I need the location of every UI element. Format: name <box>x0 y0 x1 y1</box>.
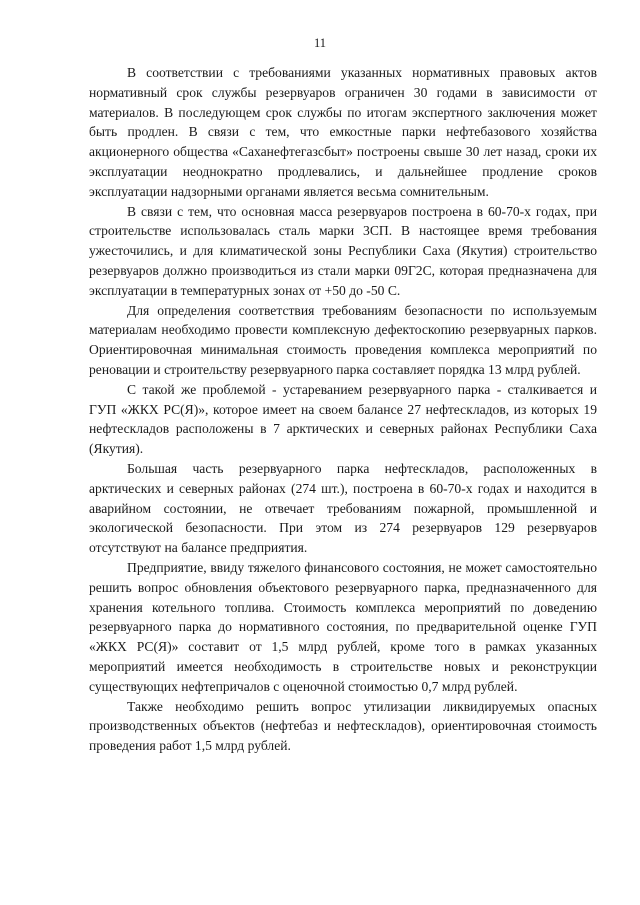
paragraph-4: С такой же проблемой - устареванием резервуарного парка - сталкивается и ГУП «ЖКХ РС(Я)», которое имеет на своем балансе 27 нефтескладов, из которых 19 нефтескладов расположены в 7 арктических и северных районах Республики Саха (Якутия). <box>89 381 597 457</box>
paragraph-6: Предприятие, ввиду тяжелого финансового состояния, не может самостоятельно решить вопрос обновления объектового резервуарного парка, предназначенного для хранения котельного топлива. Стоимость комплекса мероприятий по доведению резервуарного парка до нормативного состояния, по предварительной оценке ГУП «ЖКХ РС(Я)» составит от 1,5 млрд рублей, кроме того в рамках указанных мероприятий имеется необходимость в строительстве новых и реконструкции существующих нефтепричалов с оценочной стоимостью 0,7 млрд рублей. <box>89 559 597 694</box>
page-number: 11 <box>313 36 327 50</box>
document-body <box>89 63 597 756</box>
paragraph-3: Для определения соответствия требованиям безопасности по используемым материалам необходимо провести комплексную дефектоскопию резервуарных парков. Ориентировочная минимальная стоимость проведения комплекса мероприятий по реновации и строительству резервуарного парка составляет порядка 13 млрд рублей. <box>89 302 597 377</box>
paragraph-5: Большая часть резервуарного парка нефтескладов, расположенных в арктических и северных районах (274 шт.), построена в 60-70-х годах и находится в аварийном состоянии, не отвечает требованиям пожарной, промышленной и экологической безопасности. При этом из 274 резервуаров 129 резервуаров отсутствуют на балансе предприятия. <box>89 460 597 556</box>
paragraph-2: В связи с тем, что основная масса резервуаров построена в 60-70-х годах, при строительстве использовалась сталь марки 3СП. В настоящее время требования ужесточились, и для климатической зоны Республики Саха (Якутия) строительство резервуаров должно производиться из стали марки 09Г2С, которая предназначена для эксплуатации в температурных зонах от +50 до -50 С. <box>89 203 597 298</box>
paragraph-1: В соответствии с требованиями указанных нормативных правовых актов нормативный срок службы резервуаров ограничен 30 годами в зависимости от материалов. В последующем срок службы по итогам экспертного заключения может быть продлен. В связи с тем, что емкостные парки нефтебазового хозяйства акционерного общества «Саханефтегазсбыт» построены свыше 30 лет назад, сроки их эксплуатации неоднократно продлевались, и дальнейшее продление сроков эксплуатации надзорными органами является весьма сомнительным. <box>89 65 597 199</box>
paragraph-7: Также необходимо решить вопрос утилизации ликвидируемых опасных производственных объектов (нефтебаз и нефтескладов), ориентировочная стоимость проведения работ 1,5 млрд рублей. <box>89 698 597 754</box>
